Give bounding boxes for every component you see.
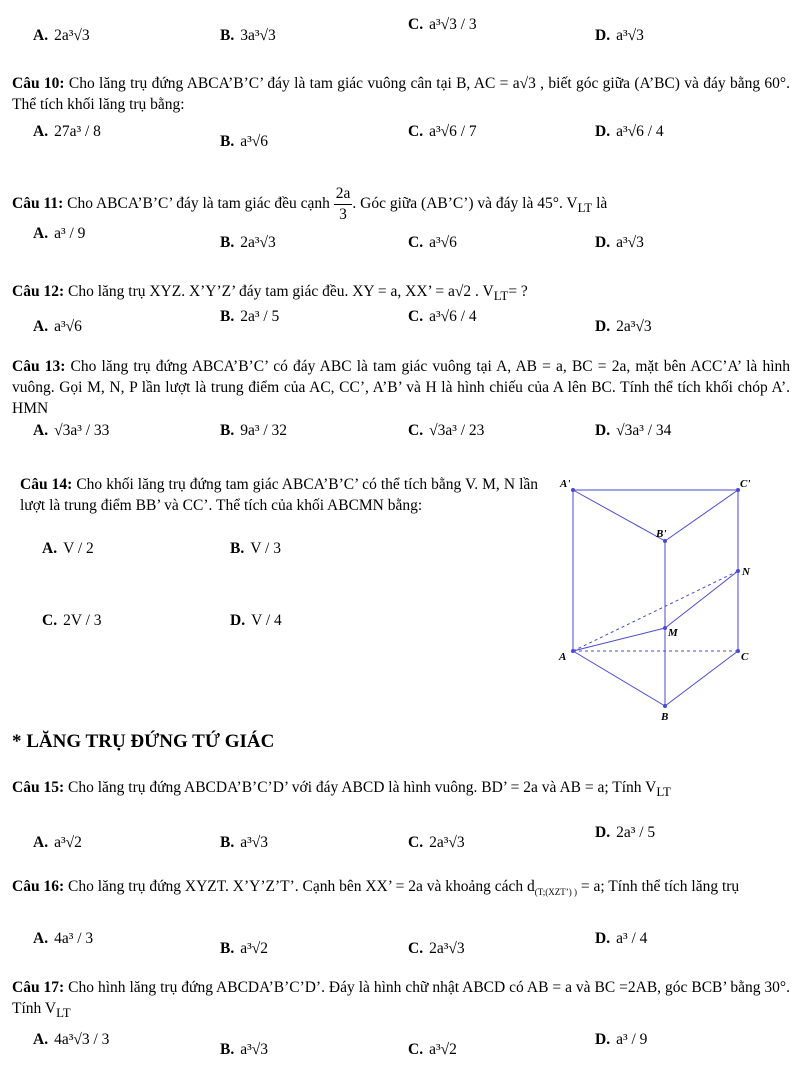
- label-c: C: [741, 651, 749, 663]
- edge-bc: [665, 651, 738, 706]
- option-c: C. a³√6 / 7: [408, 123, 477, 140]
- question-label: Câu 11:: [12, 195, 64, 213]
- option-a: A. 2a³√3: [33, 27, 90, 44]
- question-label: Câu 16:: [12, 878, 65, 895]
- option-value: 2a³√3: [54, 27, 90, 44]
- option-a: A. V / 2: [42, 540, 94, 557]
- option-c: C. a³√2: [408, 1041, 457, 1058]
- side-fraction: $\frac{2a}{3}$: [335, 185, 351, 223]
- option-a: A. √3a³ / 33: [33, 422, 110, 439]
- option-d: D. a³√3: [595, 234, 644, 251]
- option-d: D. V / 4: [230, 612, 282, 629]
- question-label: Câu 14:: [20, 476, 73, 493]
- option-a: A. a³ / 9: [33, 225, 86, 242]
- label-a: A: [559, 651, 567, 663]
- edge-a1b1: [573, 490, 665, 541]
- option-a: A. 4a³√3 / 3: [33, 1031, 110, 1048]
- label-m: M: [668, 627, 678, 639]
- option-c: C. 2V / 3: [42, 612, 102, 629]
- question-15: Câu 15: Cho lăng trụ đứng ABCDA’B’C’D’ với đáy ABCD là hình vuông. BD’ = 2a và AB = a; Tính $V_{LT}$: [12, 779, 671, 800]
- question-label: Câu 13:: [12, 358, 66, 375]
- option-d: D. a³√3: [595, 27, 644, 44]
- option-a: A. 4a³ / 3: [33, 930, 94, 947]
- question-13: Câu 13: Cho lăng trụ đứng ABCA’B’C’ có đáy ABC là tam giác vuông tại A, AB = a, BC = 2a, mặt bên ACC’A’ là hình vuông. Gọi M, N, P lần lượt là trung điểm của AC, CC’, A’B’ và H là hình chiếu của A lên BC. Tính thể tích khối chóp A’. HMN: [12, 358, 790, 417]
- label-c1: C': [740, 478, 751, 490]
- option-b: B. a³√3: [220, 834, 269, 851]
- option-c: C. a³√6: [408, 234, 457, 251]
- question-label: Câu 10:: [12, 75, 65, 92]
- option-b: B. a³√2: [220, 940, 269, 957]
- option-b: B. 3a³√3: [220, 27, 276, 44]
- question-14: Câu 14: Cho khối lăng trụ đứng tam giác ABCA’B’C’ có thể tích bằng V. M, N lần lượt là trung điểm BB’ và CC’. Thể tích của khối ABCMN bằng:: [20, 476, 539, 514]
- question-12: Câu 12: Cho lăng trụ XYZ. X’Y’Z’ đáy tam giác đều. XY = a, XX’ = a√2 . $V_{LT}=$ ?: [12, 283, 528, 304]
- option-a: A. a³√6: [33, 318, 82, 335]
- option-b: B. a³√6: [220, 133, 269, 150]
- option-value: a³√3: [616, 27, 644, 44]
- option-value: a³√3 / 3: [429, 16, 477, 33]
- option-d: D. 2a³ / 5: [595, 824, 656, 841]
- segment-am: [573, 628, 665, 651]
- edge-b1c1: [665, 490, 738, 541]
- prism-figure: [550, 476, 770, 726]
- option-b: B. V / 3: [230, 540, 281, 557]
- option-b: B. 2a³√3: [220, 234, 276, 251]
- option-d: D. a³ / 9: [595, 1031, 648, 1048]
- question-11: Câu 11: Cho ABCA’B’C’ đáy là tam giác đều cạnh $\frac{2a}{3}$ . Góc giữa (AB’C’) và đáy là 45°. $V_{LT}$ là: [12, 185, 608, 223]
- option-value: 3a³√3: [240, 27, 276, 44]
- option-d: D. √3a³ / 34: [595, 422, 672, 439]
- option-b: B. 9a³ / 32: [220, 422, 288, 439]
- question-10: [12, 73, 790, 115]
- option-c: C. √3a³ / 23: [408, 422, 485, 439]
- edge-ab: [573, 651, 665, 706]
- option-a: A. 27a³ / 8: [33, 123, 101, 140]
- segment-mn: [665, 571, 738, 628]
- label-n: N: [742, 566, 750, 578]
- option-c: C. a³√3 / 3: [408, 16, 477, 33]
- option-b: B. a³√3: [220, 1041, 269, 1058]
- question-16: Câu 16: Cho lăng trụ đứng XYZT. X’Y’Z’T’. Cạnh bên XX’ = 2a và khoảng cách $d_{(T;(XZT’) )} = a$; Tính thể tích lăng trụ: [12, 878, 740, 898]
- option-d: D. 2a³√3: [595, 318, 652, 335]
- question-label: Câu 15:: [12, 779, 65, 796]
- segment-an: [573, 571, 738, 651]
- option-d: D. a³ / 4: [595, 930, 648, 947]
- label-a1: A': [560, 478, 571, 490]
- label-b1: B': [656, 528, 667, 540]
- option-c: C. 2a³√3: [408, 834, 465, 851]
- question-17: Câu 17: Cho hình lăng trụ đứng ABCDA’B’C’D’. Đáy là hình chữ nhật ABCD có AB = a và BC =2AB, góc BCB’ bằng 30°. Tính $V_{LT}$: [12, 979, 790, 1021]
- question-label: Câu 12:: [12, 283, 65, 300]
- question-text: Cho lăng trụ đứng ABCA’B’C’ đáy là tam giác vuông cân tại B, AC = a√3 , biết góc giữa (A’BC) và đáy bằng 60°. Thể tích khối lăng trụ bằng:: [12, 75, 790, 113]
- label-b: B: [661, 711, 669, 723]
- option-c: C. a³√6 / 4: [408, 308, 477, 325]
- option-d: D. a³√6 / 4: [595, 123, 664, 140]
- question-label: Câu 17:: [12, 979, 65, 996]
- option-a: A. a³√2: [33, 834, 82, 851]
- option-b: B. 2a³ / 5: [220, 308, 280, 325]
- section-heading: * LĂNG TRỤ ĐỨNG TỨ GIÁC: [12, 731, 275, 752]
- option-c: C. 2a³√3: [408, 940, 465, 957]
